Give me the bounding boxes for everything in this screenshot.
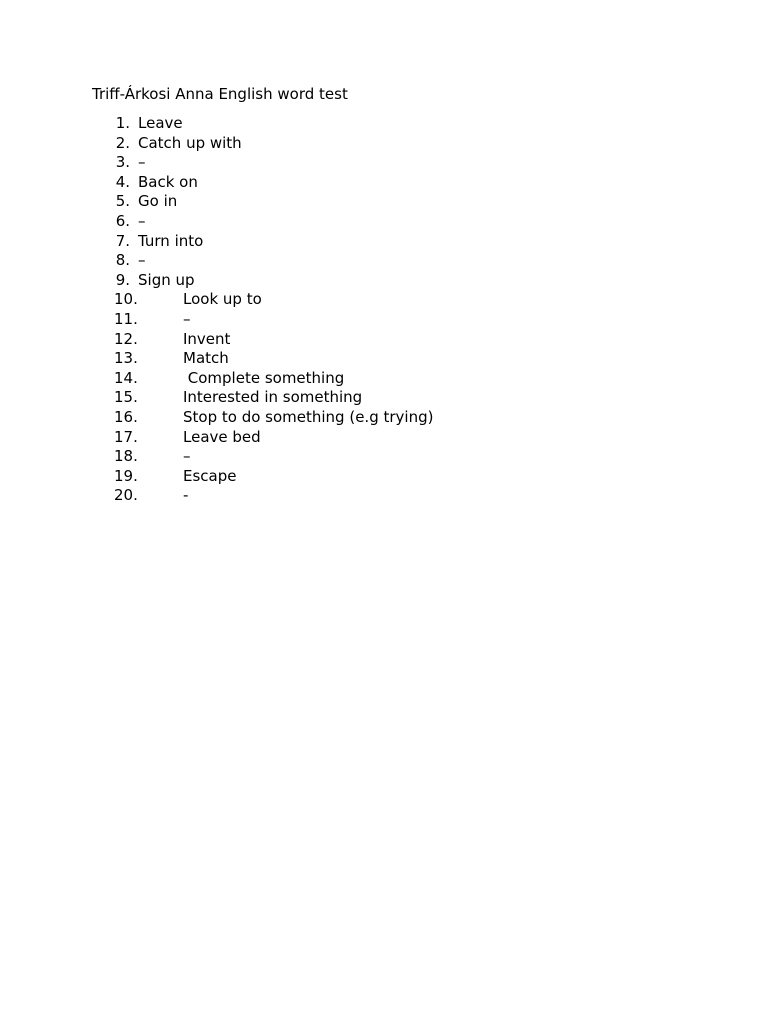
item-text: – xyxy=(183,309,191,328)
item-number: 2. xyxy=(115,133,130,152)
item-number: 6. xyxy=(115,211,130,230)
item-number: 3. xyxy=(115,153,130,172)
item-text: Look up to xyxy=(183,290,262,309)
item-text: Stop to do something (e.g trying) xyxy=(183,407,434,426)
item-text: – xyxy=(138,153,146,172)
item-text: Escape xyxy=(183,466,237,485)
item-number: 14. xyxy=(114,368,138,387)
item-number: 16. xyxy=(114,407,138,426)
item-number: 11. xyxy=(114,309,138,328)
item-text: – xyxy=(138,251,146,270)
item-text: – xyxy=(183,447,191,466)
item-text: Invent xyxy=(183,329,231,348)
item-text: Interested in something xyxy=(183,388,363,407)
item-number: 18. xyxy=(114,447,138,466)
item-number: 19. xyxy=(114,466,138,485)
item-number: 1. xyxy=(115,114,130,132)
item-number: 10. xyxy=(114,290,138,309)
document-title: Triff-Árkosi Anna English word test xyxy=(92,85,348,103)
item-number: 17. xyxy=(114,427,138,446)
item-text: Match xyxy=(183,349,229,368)
item-number: 5. xyxy=(115,192,130,211)
item-text: Turn into xyxy=(138,231,204,250)
item-text: Go in xyxy=(138,192,178,211)
item-number: 7. xyxy=(115,231,130,250)
item-number: 8. xyxy=(115,251,130,270)
item-number: 12. xyxy=(114,329,138,348)
item-text: – xyxy=(138,211,146,230)
item-text: Back on xyxy=(138,172,198,191)
item-text: Complete something xyxy=(183,368,345,387)
item-number: 9. xyxy=(115,270,130,289)
item-text: Sign up xyxy=(138,270,195,289)
item-text: Catch up with xyxy=(138,133,242,152)
item-number: 4. xyxy=(115,172,130,191)
item-number: 20. xyxy=(114,486,138,505)
item-text: Leave xyxy=(138,114,183,132)
item-number: 15. xyxy=(114,388,138,407)
item-text: - xyxy=(183,486,189,505)
item-number: 13. xyxy=(114,349,138,368)
item-text: Leave bed xyxy=(183,427,261,446)
